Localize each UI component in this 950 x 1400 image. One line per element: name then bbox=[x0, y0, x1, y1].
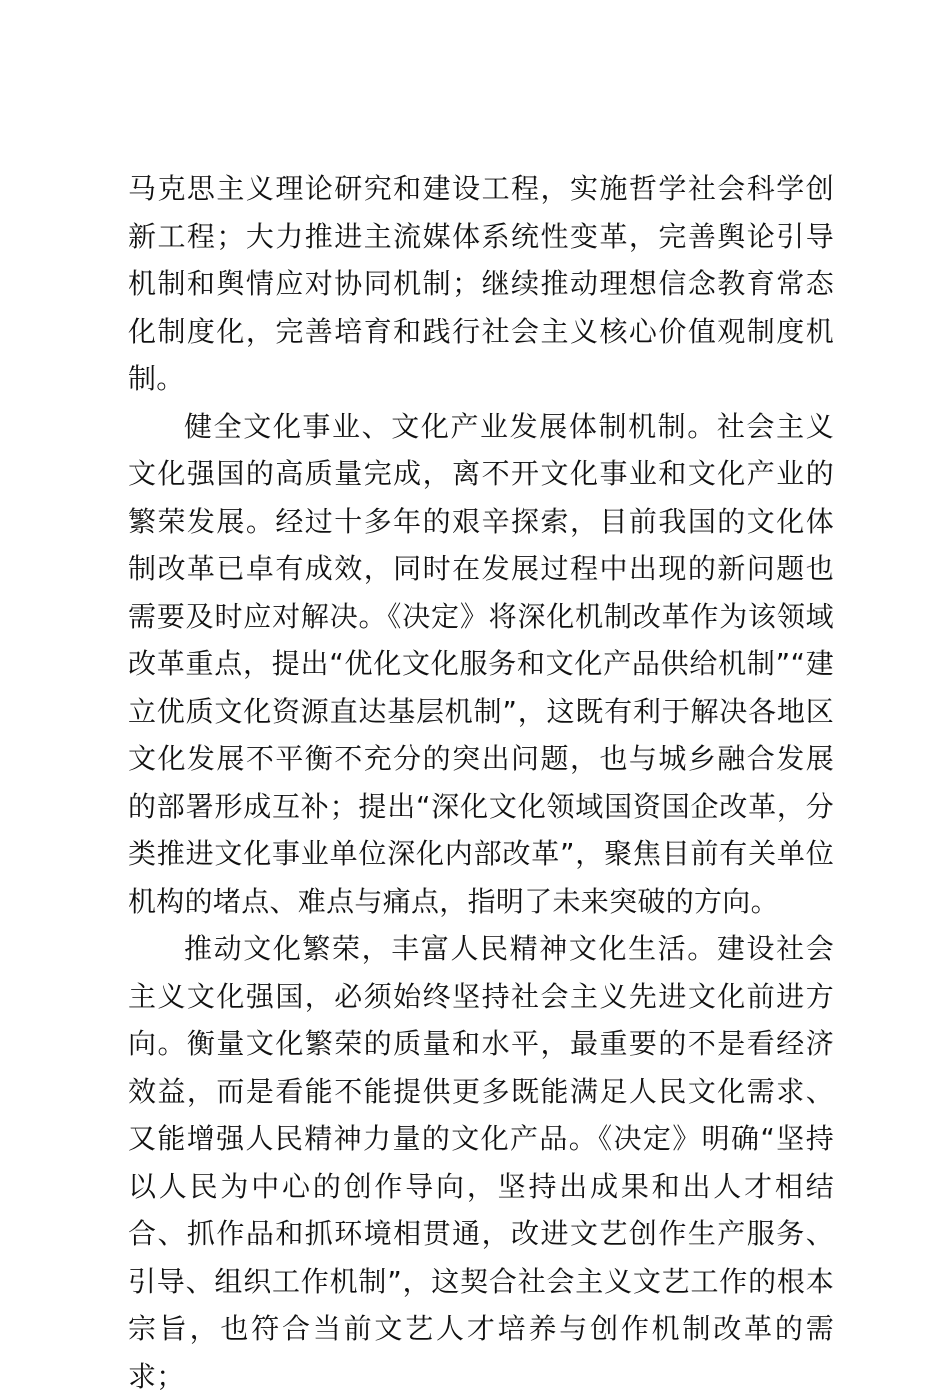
paragraph-cultural-undertakings: 健全文化事业、文化产业发展体制机制。社会主义文化强国的高质量完成，离不开文化事业和文化产业的繁荣发展。经过十多年的艰辛探索，目前我国的文化体制改革已卓有成效，同时在发展过程中出现的新问题也需要及时应对解决。《决定》将深化机制改革作为该领域改革重点，提出“优化文化服务和文化产品供给机制”“建立优质文化资源直达基层机制”，这既有利于解决各地区文化发展不平衡不充分的突出问题，也与城乡融合发展的部署形成互补；提出“深化文化领域国资国企改革，分类推进文化事业单位深化内部改革”，聚焦目前有关单位机构的堵点、难点与痛点，指明了未来突破的方向。 bbox=[128, 409, 834, 918]
document-body bbox=[128, 165, 834, 1400]
paragraph-continuation: 马克思主义理论研究和建设工程，实施哲学社会科学创新工程；大力推进主流媒体系统性变革，完善舆论引导机制和舆情应对协同机制；继续推动理想信念教育常态化制度化，完善培育和践行社会主义核心价值观制度机制。 bbox=[128, 172, 834, 395]
paragraph-cultural-prosperity: 推动文化繁荣，丰富人民精神文化生活。建设社会主义文化强国，必须始终坚持社会主义先进文化前进方向。衡量文化繁荣的质量和水平，最重要的不是看经济效益，而是看能不能提供更多既能满足人民文化需求、又能增强人民精神力量的文化产品。《决定》明确“坚持以人民为中心的创作导向，坚持出成果和出人才相结合、抓作品和抓环境相贯通，改进文艺创作生产服务、引导、组织工作机制”，这契合社会主义文艺工作的根本宗旨，也符合当前文艺人才培养与创作机制改革的需求； bbox=[128, 932, 834, 1393]
